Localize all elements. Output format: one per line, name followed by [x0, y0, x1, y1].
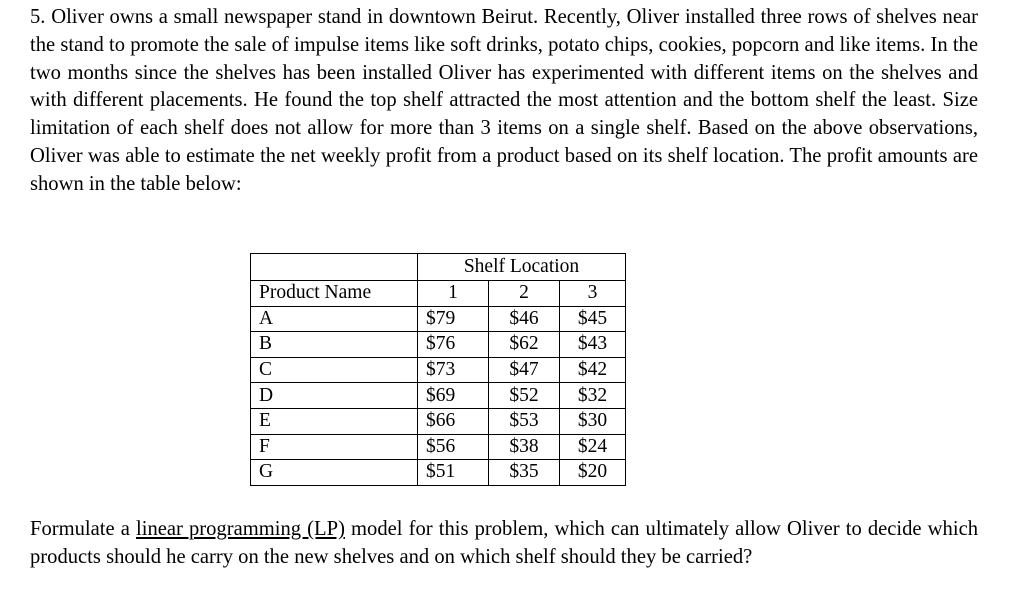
- question-text: [30, 516, 978, 572]
- profit-cell: $32: [560, 383, 626, 409]
- table-row: [251, 306, 626, 332]
- table-row: [251, 434, 626, 460]
- shelf-location-header: Shelf Location: [418, 254, 626, 281]
- product-name-cell: E: [251, 408, 418, 434]
- profit-cell: $42: [560, 357, 626, 383]
- table-row: [251, 332, 626, 358]
- profit-cell: $62: [489, 332, 560, 358]
- profit-cell: $56: [418, 434, 489, 460]
- profit-cell: $76: [418, 332, 489, 358]
- profit-cell: $66: [418, 408, 489, 434]
- profit-table: [250, 253, 626, 486]
- profit-cell: $46: [489, 306, 560, 332]
- table-row: [251, 408, 626, 434]
- lp-link[interactable]: linear programming (LP): [136, 518, 345, 540]
- question-lead: Formulate a: [30, 518, 136, 540]
- profit-cell: $24: [560, 434, 626, 460]
- shelf-2-header: 2: [489, 281, 560, 307]
- profit-cell: $20: [560, 460, 626, 486]
- problem-statement: 5. Oliver owns a small newspaper stand in downtown Beirut. Recently, Oliver installed three rows of shelves near the stand to promote the sale of impulse items like soft drinks, potato chips, cookies, popcorn and like items. In the two months since the shelves has been installed Oliver has experimented with different items on the shelves and with different placements. He found the top shelf attracted the most attention and the bottom shelf the least. Size limitation of each shelf does not allow for more than 3 items on a single shelf. Based on the above observations, Oliver was able to estimate the net weekly profit from a product based on its shelf location. The profit amounts are shown in the table below:: [30, 6, 978, 195]
- profit-cell: $52: [489, 383, 560, 409]
- product-name-cell: C: [251, 357, 418, 383]
- product-name-header: Product Name: [251, 281, 418, 307]
- table-row: [251, 460, 626, 486]
- profit-cell: $43: [560, 332, 626, 358]
- table-row: [251, 383, 626, 409]
- profit-cell: $38: [489, 434, 560, 460]
- shelf-1-header: 1: [418, 281, 489, 307]
- table-subheader-row: [251, 281, 626, 307]
- shelf-3-header: 3: [560, 281, 626, 307]
- profit-cell: $47: [489, 357, 560, 383]
- product-name-cell: G: [251, 460, 418, 486]
- product-name-cell: D: [251, 383, 418, 409]
- profit-cell: $30: [560, 408, 626, 434]
- profit-cell: $45: [560, 306, 626, 332]
- product-name-cell: B: [251, 332, 418, 358]
- profit-cell: $51: [418, 460, 489, 486]
- product-name-cell: A: [251, 306, 418, 332]
- table-header-row: [251, 254, 626, 281]
- table-row: [251, 357, 626, 383]
- profit-cell: $73: [418, 357, 489, 383]
- profit-cell: $53: [489, 408, 560, 434]
- profit-cell: $69: [418, 383, 489, 409]
- product-name-cell: F: [251, 434, 418, 460]
- question-rest: model for this problem, which can ultimately allow Oliver to decide which products should he carry on the new shelves and on which shelf should they be carried?: [30, 518, 979, 568]
- blank-header-cell: [251, 254, 418, 281]
- profit-cell: $35: [489, 460, 560, 486]
- profit-cell: $79: [418, 306, 489, 332]
